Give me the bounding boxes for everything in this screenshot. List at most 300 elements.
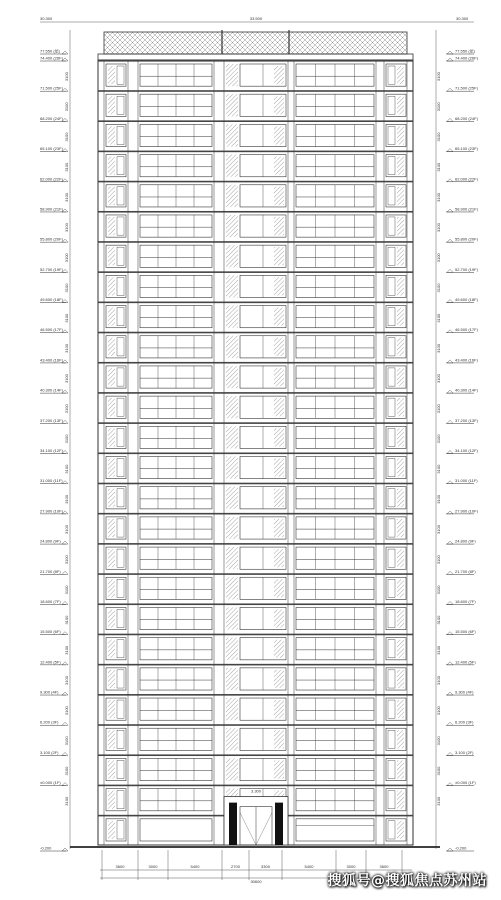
hatched-panel: [108, 66, 115, 84]
level-label-right: 74.400 (26F): [455, 55, 478, 61]
level-label-left: 68.200 (24F): [40, 115, 63, 121]
level-label-left: ±0.000 (1F): [40, 780, 61, 786]
hatched-panel: [397, 308, 404, 326]
window-pane: [388, 96, 395, 114]
floor-height-right: 3100: [436, 525, 441, 534]
hatched-panel: [108, 96, 115, 114]
window-pane: [388, 640, 395, 658]
hatched-panel: [397, 519, 404, 537]
floor-height-right: 3100: [436, 404, 441, 414]
hatched-panel: [226, 64, 238, 86]
hatched-panel: [108, 519, 115, 537]
level-label-right: 15.500 (6F): [455, 629, 476, 635]
window-pane: [388, 791, 395, 809]
window-pane: [117, 519, 124, 537]
window-pane: [388, 489, 395, 507]
floor-height-right: 3100: [436, 343, 441, 353]
floor-height-right: 3100: [436, 162, 441, 172]
floor-height-left: 3100: [64, 404, 69, 414]
floor-height-left: 3100: [64, 676, 69, 685]
level-marker: [447, 511, 453, 514]
hatched-panel: [226, 124, 238, 146]
hatched-panel: [397, 760, 404, 778]
floor-height-left: 3100: [64, 283, 69, 293]
hatched-panel: [108, 187, 115, 205]
hatched-panel: [274, 459, 284, 477]
window-pane: [388, 187, 395, 205]
hatched-panel: [274, 66, 284, 84]
level-label-left: 40.300 (14F): [40, 387, 63, 393]
level-label-right: 40.300 (14F): [455, 387, 478, 393]
window-pane: [388, 700, 395, 718]
window-pane: [117, 308, 124, 326]
level-label-right: 62.000 (22F): [455, 176, 478, 182]
floor-slab: [98, 151, 413, 153]
level-marker: [62, 632, 68, 635]
level-marker: [62, 692, 68, 695]
bottom-dim-label: 2700: [231, 864, 240, 869]
roof-slab: [98, 54, 413, 60]
level-marker: [447, 179, 453, 182]
hatched-panel: [274, 217, 284, 235]
floor-slab: [98, 483, 413, 485]
floor-height-right: 3100: [436, 676, 441, 685]
hatched-panel: [274, 398, 284, 416]
level-label-right: 71.500 (25F): [455, 85, 478, 91]
hatched-panel: [274, 308, 284, 326]
hatched-panel: [108, 640, 115, 658]
hatched-panel: [274, 760, 284, 778]
hatched-panel: [274, 519, 284, 537]
floor-slab: [98, 694, 413, 696]
hatched-panel: [274, 187, 284, 205]
floor-slab: [98, 664, 413, 666]
window-pane: [117, 277, 124, 295]
hatched-panel: [108, 760, 115, 778]
hatched-panel: [397, 549, 404, 567]
level-label-left: 58.900 (21F): [40, 206, 63, 212]
level-marker: [62, 662, 68, 665]
level-marker: [447, 51, 453, 54]
level-label-left: 31.000 (11F): [40, 478, 63, 484]
window-pane: [117, 157, 124, 175]
window-pane: [388, 519, 395, 537]
level-marker: [62, 722, 68, 725]
window-pane: [117, 338, 124, 356]
floor-height-right: 3100: [436, 283, 441, 293]
floor-slab: [98, 603, 413, 605]
level-label-right: 12.400 (5F): [455, 659, 476, 665]
window-pane: [388, 66, 395, 84]
window-pane: [388, 670, 395, 688]
hatched-panel: [397, 730, 404, 748]
window-pane: [117, 730, 124, 748]
level-label-left: 55.800 (20F): [40, 236, 63, 242]
floor-slab: [98, 302, 413, 304]
floor-height-left: 3100: [64, 223, 69, 233]
hatched-panel: [397, 791, 404, 809]
hatched-panel: [274, 338, 284, 356]
level-label-left: 65.100 (23F): [40, 146, 63, 152]
floor-height-left: 3100: [64, 72, 69, 82]
window-pane: [388, 760, 395, 778]
level-label-right: 77.550 (屋): [455, 48, 476, 54]
window-pane: [388, 368, 395, 386]
watermark-text: 搜狐号@搜狐焦点苏州站: [327, 873, 487, 889]
level-label-right: 27.900 (10F): [455, 508, 478, 514]
level-label-right: 9.300 (4F): [455, 689, 474, 695]
bottom-dim-label: 3000: [148, 864, 158, 869]
floor-slab: [98, 453, 413, 455]
floor-slab: [98, 513, 413, 515]
level-label-right: 65.100 (23F): [455, 146, 478, 152]
hatched-panel: [108, 791, 115, 809]
floor-slab: [98, 543, 413, 545]
floor-height-right: 3100: [436, 494, 441, 504]
level-label-left: 3.100 (2F): [40, 749, 59, 755]
level-label-right: 43.400 (16F): [455, 357, 478, 363]
window-pane: [388, 549, 395, 567]
floor-slab: [98, 724, 413, 726]
floor-height-left: 3100: [64, 343, 69, 353]
level-label-left: 15.500 (6F): [40, 629, 61, 635]
window-pane: [117, 96, 124, 114]
floor-height-right: 3100: [436, 766, 441, 776]
level-label-right: 68.200 (24F): [455, 115, 478, 121]
floor-height-left: 3100: [64, 192, 69, 202]
floor-slab: [98, 271, 413, 273]
window-pane: [388, 126, 395, 144]
level-marker: [447, 541, 453, 544]
hatched-panel: [226, 426, 238, 448]
level-marker: [62, 481, 68, 484]
floor-height-right: 3100: [436, 796, 441, 806]
ground-window: [140, 819, 212, 841]
level-marker: [62, 51, 68, 54]
level-label-right: 21.700 (8F): [455, 568, 476, 574]
window-pane: [388, 217, 395, 235]
window-pane: [117, 187, 124, 205]
level-label-right: 6.200 (3F): [455, 719, 474, 725]
bottom-dim-total: 30600: [250, 879, 262, 884]
hatched-panel: [274, 126, 284, 144]
hatched-panel: [397, 277, 404, 295]
floor-height-left: 3100: [64, 464, 69, 474]
level-label-left: 21.700 (8F): [40, 568, 61, 574]
level-label-left: -0.200: [40, 845, 52, 851]
hatched-panel: [108, 549, 115, 567]
hatched-panel: [108, 126, 115, 144]
level-label-right: 24.800 (9F): [455, 538, 476, 544]
floor-height-right: 3100: [436, 706, 441, 716]
hatched-panel: [108, 338, 115, 356]
level-marker: [447, 239, 453, 242]
floor-height-left: 3100: [64, 645, 69, 655]
hatched-panel: [226, 638, 238, 660]
hatched-panel: [108, 821, 115, 839]
level-marker: [62, 783, 68, 786]
level-label-right: 34.100 (12F): [455, 448, 478, 453]
bottom-dim-label: 3600: [115, 864, 125, 869]
hatched-panel: [226, 366, 238, 388]
window-pane: [388, 398, 395, 416]
hatched-panel: [397, 821, 404, 839]
level-marker: [62, 752, 68, 755]
floor-slab: [98, 634, 413, 636]
bottom-dim-label: 5400: [304, 864, 314, 869]
hatched-panel: [397, 126, 404, 144]
hatched-panel: [108, 730, 115, 748]
hatched-panel: [397, 96, 404, 114]
level-marker: [447, 360, 453, 363]
window-pane: [117, 670, 124, 688]
floor-slab: [98, 785, 413, 787]
window-pane: [117, 640, 124, 658]
hatched-panel: [274, 277, 284, 295]
roof-parapet: [104, 32, 407, 54]
level-label-left: 77.550 (屋): [40, 48, 61, 54]
floor-height-right: 3100: [436, 192, 441, 202]
hatched-panel: [226, 758, 238, 780]
level-marker: [447, 390, 453, 393]
hatched-panel: [226, 94, 238, 116]
entrance-column: [229, 803, 237, 845]
level-label-left: 6.200 (3F): [40, 719, 59, 725]
bottom-dim-label: 5400: [190, 864, 200, 869]
top-dim-center: 33.500: [249, 16, 263, 21]
level-marker: [447, 269, 453, 272]
bottom-dim-label: 3300: [261, 864, 270, 869]
window-pane: [117, 549, 124, 567]
level-marker: [447, 662, 453, 665]
floor-slab: [98, 332, 413, 334]
floor-slab: [98, 181, 413, 183]
hatched-panel: [108, 700, 115, 718]
level-label-right: ±0.000 (1F): [455, 780, 476, 786]
hatched-panel: [108, 459, 115, 477]
level-label-left: 27.900 (10F): [40, 508, 63, 514]
window-pane: [388, 157, 395, 175]
ground-window: [296, 819, 374, 841]
floor-height-right: 3100: [436, 253, 441, 263]
hatched-panel: [397, 157, 404, 175]
hatched-panel: [397, 459, 404, 477]
floor-slab: [98, 241, 413, 243]
level-label-left: 12.400 (5F): [40, 659, 61, 665]
floor-slab: [98, 392, 413, 394]
hatched-panel: [397, 247, 404, 265]
level-marker: [447, 752, 453, 755]
level-label-left: 9.300 (4F): [40, 689, 59, 695]
floor-height-left: 3100: [64, 766, 69, 776]
window-pane: [388, 247, 395, 265]
hatched-panel: [397, 187, 404, 205]
window-pane: [388, 609, 395, 627]
hatched-panel: [274, 640, 284, 658]
hatched-panel: [397, 579, 404, 597]
hatched-panel: [397, 398, 404, 416]
floor-slab: [98, 90, 413, 92]
level-marker: [447, 420, 453, 423]
window-pane: [388, 308, 395, 326]
floor-height-left: 3100: [64, 736, 69, 746]
hatched-panel: [226, 275, 238, 297]
hatched-panel: [226, 668, 238, 690]
level-label-right: 52.700 (19F): [455, 266, 478, 272]
floor-height-right: 3100: [436, 464, 441, 474]
hatched-panel: [226, 245, 238, 267]
hatched-panel: [108, 308, 115, 326]
hatched-panel: [226, 457, 238, 479]
hatched-panel: [274, 489, 284, 507]
hatched-panel: [274, 157, 284, 175]
level-marker: [447, 118, 453, 121]
hatched-panel: [226, 396, 238, 418]
level-marker: [447, 209, 453, 212]
floor-height-left: 3100: [64, 615, 69, 625]
floor-height-right: 3100: [436, 313, 441, 323]
floor-height-right: 3100: [436, 555, 441, 565]
hatched-panel: [226, 336, 238, 358]
level-marker: [447, 300, 453, 303]
hatched-panel: [108, 670, 115, 688]
window-pane: [388, 428, 395, 446]
hatched-panel: [397, 640, 404, 658]
floor-slab: [98, 211, 413, 213]
level-marker: [447, 451, 453, 454]
level-label-left: 34.100 (12F): [40, 448, 63, 453]
hatched-panel: [397, 368, 404, 386]
hatched-panel: [226, 215, 238, 237]
level-label-left: 49.600 (18F): [40, 297, 63, 303]
bottom-dim-label: 3600: [379, 864, 389, 869]
level-marker: [62, 601, 68, 604]
level-marker: [447, 692, 453, 695]
level-marker: [447, 601, 453, 604]
floor-height-left: 3100: [64, 796, 69, 806]
floor-slab: [98, 422, 413, 424]
hatched-panel: [226, 698, 238, 720]
bottom-dim-label: 3000: [346, 864, 356, 869]
hatched-panel: [397, 428, 404, 446]
floor-height-left: 3100: [64, 494, 69, 504]
floor-height-right: 3100: [436, 585, 441, 595]
window-pane: [117, 66, 124, 84]
hatched-panel: [108, 217, 115, 235]
level-label-right: -0.200: [455, 845, 467, 851]
hatched-panel: [108, 579, 115, 597]
hatched-panel: [108, 489, 115, 507]
level-marker: [447, 722, 453, 725]
level-label-right: 49.600 (18F): [455, 297, 478, 303]
window-pane: [117, 489, 124, 507]
window-pane: [117, 459, 124, 477]
hatched-panel: [226, 547, 238, 569]
top-dim-left: 30.300: [40, 16, 53, 21]
floor-slab: [98, 120, 413, 122]
level-label-left: 71.500 (25F): [40, 85, 63, 91]
window-pane: [117, 760, 124, 778]
hatched-panel: [226, 607, 238, 629]
floor-height-right: 3100: [436, 434, 441, 444]
right-level-annotations: [436, 30, 479, 851]
hatched-panel: [226, 728, 238, 750]
hatched-panel: [226, 577, 238, 599]
floor-height-left: 3100: [64, 585, 69, 595]
floor-height-right: 3100: [436, 223, 441, 233]
level-marker: [447, 58, 453, 61]
top-dim-right: 30.300: [456, 16, 469, 21]
level-marker: [447, 330, 453, 333]
hatched-panel: [226, 155, 238, 177]
level-label-right: 31.000 (11F): [455, 478, 478, 484]
hatched-panel: [108, 157, 115, 175]
window-pane: [117, 579, 124, 597]
floor-height-left: 3100: [64, 253, 69, 263]
hatched-panel: [397, 670, 404, 688]
hatched-panel: [397, 700, 404, 718]
hatched-panel: [274, 730, 284, 748]
level-label-left: 43.400 (16F): [40, 357, 63, 363]
hatched-panel: [226, 517, 238, 539]
window-pane: [117, 700, 124, 718]
level-label-left: 18.600 (7F): [40, 598, 61, 604]
window-pane: [117, 398, 124, 416]
level-label-right: 37.200 (13F): [455, 417, 478, 423]
window-pane: [388, 459, 395, 477]
window-pane: [117, 791, 124, 809]
level-label-left: 37.200 (13F): [40, 417, 63, 423]
hatched-panel: [274, 96, 284, 114]
floor-height-right: 3100: [436, 615, 441, 625]
window-pane: [388, 730, 395, 748]
level-label-left: 46.500 (17F): [40, 327, 63, 333]
window-pane: [117, 609, 124, 627]
hatched-panel: [274, 549, 284, 567]
hatched-panel: [108, 247, 115, 265]
floor-height-left: 3100: [64, 434, 69, 444]
hatched-panel: [226, 185, 238, 207]
level-label-right: 18.600 (7F): [455, 598, 476, 604]
level-label-right: 3.100 (2F): [455, 749, 474, 755]
level-marker: [447, 571, 453, 574]
floor-slab: [98, 60, 413, 62]
hatched-panel: [108, 277, 115, 295]
floor-height-right: 3100: [436, 645, 441, 655]
window-pane: [117, 217, 124, 235]
hatched-panel: [108, 609, 115, 627]
hatched-panel: [108, 428, 115, 446]
floor-height-right: 3100: [436, 374, 441, 384]
hatched-panel: [397, 609, 404, 627]
building-facade: [70, 30, 440, 847]
level-marker: [62, 848, 68, 851]
level-label-left: 52.700 (19F): [40, 266, 63, 272]
floor-height-left: 3100: [64, 706, 69, 716]
level-label-right: 46.500 (17F): [455, 327, 478, 333]
hatched-panel: [274, 579, 284, 597]
floor-height-left: 3100: [64, 102, 69, 112]
hatched-panel: [397, 489, 404, 507]
level-marker: [447, 88, 453, 91]
level-marker: [447, 481, 453, 484]
floor-height-right: 3100: [436, 102, 441, 112]
window-pane: [117, 368, 124, 386]
floor-height-left: 3100: [64, 162, 69, 172]
level-marker: [447, 149, 453, 152]
hatched-panel: [108, 398, 115, 416]
window-pane: [388, 821, 395, 839]
